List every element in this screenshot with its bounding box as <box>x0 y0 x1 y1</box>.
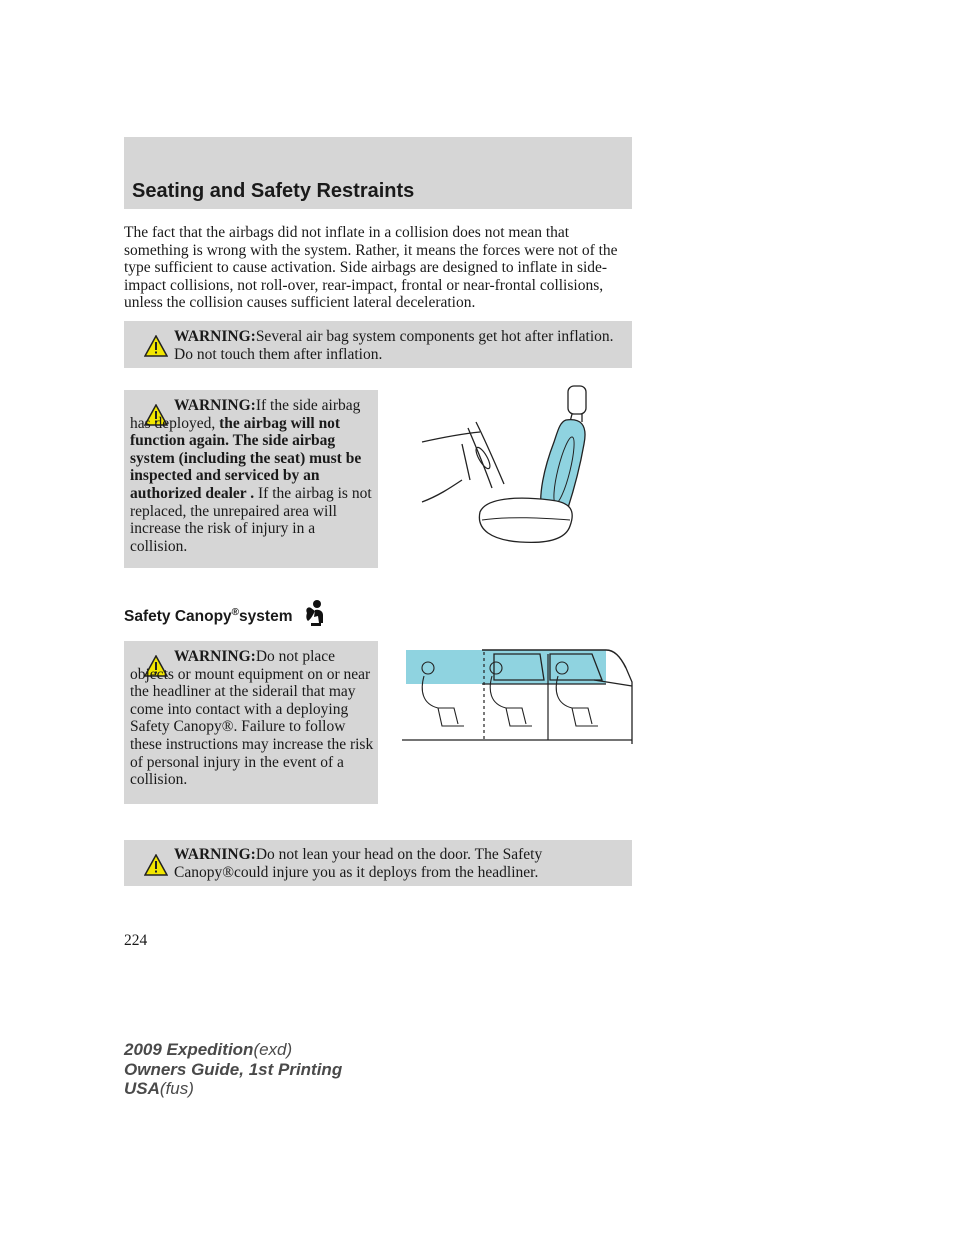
side-airbag-seat-illustration <box>420 384 600 554</box>
warning-box-side-airbag <box>124 390 378 568</box>
warning-label: WARNING: <box>174 397 256 414</box>
warning-triangle-icon <box>144 854 168 876</box>
page-title: Seating and Safety Restraints <box>132 180 415 202</box>
section-heading <box>124 607 292 626</box>
warning-text <box>174 328 626 363</box>
footer-print-info <box>124 1040 342 1099</box>
section-header <box>124 137 632 209</box>
warning-box-headliner <box>124 641 378 804</box>
section-heading-end: system <box>239 608 293 626</box>
warning-text <box>174 846 626 881</box>
footer-market: USA <box>124 1079 160 1098</box>
warning-body: Several air bag system components get hot after inflation. Do not touch them after inflation. <box>174 328 614 363</box>
occupant-airbag-icon <box>301 599 327 627</box>
warning-box-lean-head <box>124 840 632 886</box>
intro-paragraph: The fact that the airbags did not inflate in a collision does not mean that something is wrong with the system. Rather, it means the forces were not of the type sufficient to cause activation. Side airbags are designed to inflate in side-impact collisions, not roll-over, rear-impact, frontal or near-frontal collisions, unless the collision causes sufficient lateral deceleration. <box>124 224 618 312</box>
warning-text <box>130 648 374 789</box>
footer-market-code: (fus) <box>159 1079 194 1098</box>
page-number: 224 <box>124 932 148 949</box>
footer-model-code: (exd) <box>253 1040 293 1059</box>
warning-box-hot-components <box>124 321 632 368</box>
warning-body-post: If the airbag is not replaced, the unrepaired area will increase the risk of injury in a collision. <box>130 484 372 555</box>
warning-body-pre: If the side airbag has deployed, <box>130 397 361 432</box>
warning-label: WARNING: <box>174 648 256 665</box>
warning-triangle-icon <box>144 335 168 357</box>
registered-mark: ® <box>231 607 240 618</box>
footer-printing: Owners Guide, 1st Printing <box>124 1059 343 1079</box>
warning-body: Do not lean your head on the door. The Safety Canopy®could injure you as it deploys from the headliner. <box>174 846 543 881</box>
warning-body-bold: the airbag will not function again. The side airbag system (including the seat) must be inspected and serviced by an authorized dealer . <box>130 414 362 502</box>
footer-model: 2009 Expedition <box>124 1040 254 1059</box>
warning-label: WARNING: <box>174 846 256 863</box>
section-heading-main: Safety Canopy <box>124 608 232 626</box>
warning-label: WARNING: <box>174 328 256 345</box>
warning-body: Do not place objects or mount equipment on or near the headliner at the siderail that may come into contact with a deploying Safety Canopy®. Failure to follow these instructions may increase the risk of personal injury in the event of a collision. <box>130 648 374 789</box>
warning-text <box>130 397 374 555</box>
safety-canopy-illustration <box>398 646 634 744</box>
